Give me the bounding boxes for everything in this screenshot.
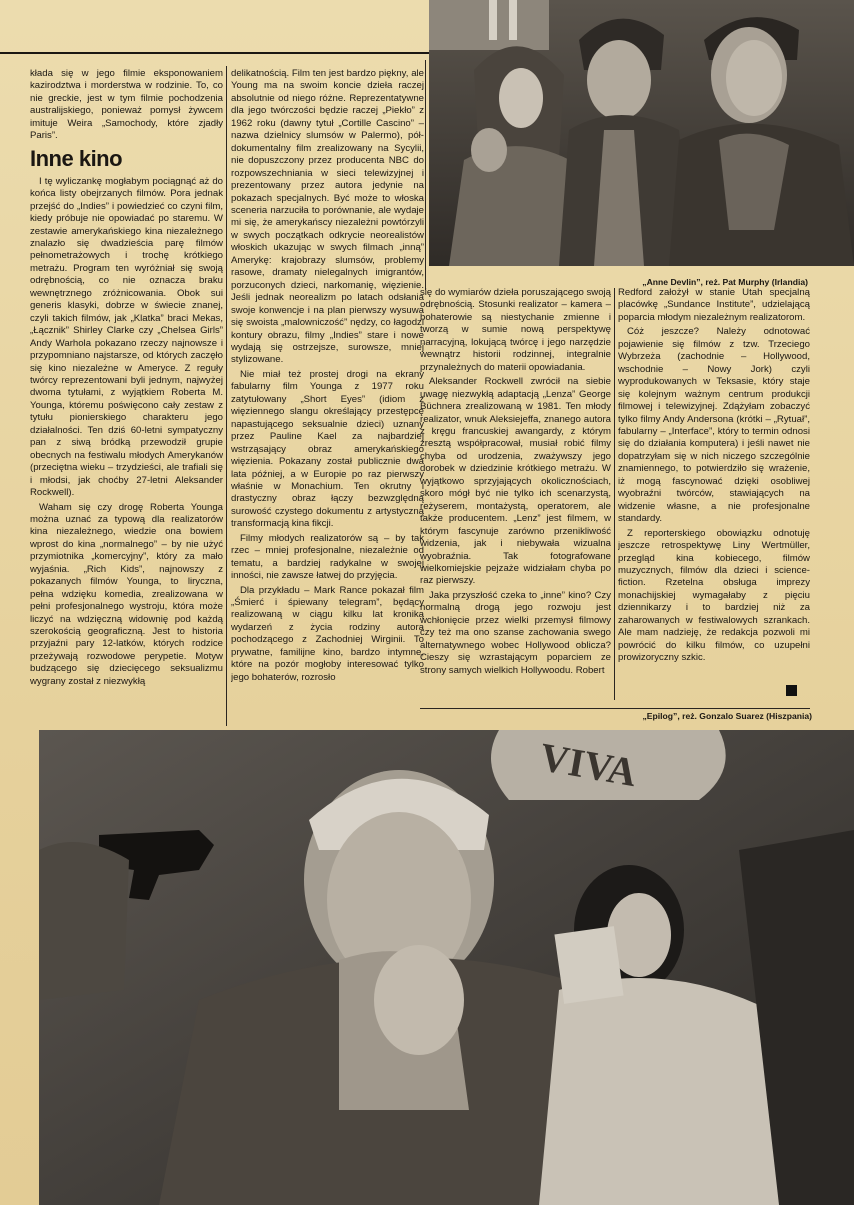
photo-caption-epilog: „Epilog”, reż. Gonzalo Suarez (Hiszpania) [642, 711, 812, 721]
column-1-paragraph: I tę wyliczankę mogłabym pociągnąć aż do końca listy obejrzanych filmów. Pora jednak przejść do „Indies” i powiedzieć co czyni film, kiedy próbuje nie opowiadać po staremu. W zestawie amerykańskiego kina niezależnego znalazło się dwadzieścia parę filmów pełnometrażowych i trochę krótkiego metrażu. Program ten wyróżniał się swoją odrębnością, co nie oznacza braku wewnętrznego zróżnicowania. Obok sui generis klasyki, dobrze w świecie znanej, czyli takich filmów, jak „Klatka” braci Mekas, „Łącznik” Shirley Clarke czy „Chelsea Girls” Andy Warhola pokazano rzeczy najnowsze i przypomniano najstarsze, od których zaczęło się kino niezależne w Ameryce. Z reguły twórcy reprezentowani byli jednym, najwyżej dwoma tytułami, z wyjątkiem Roberta M. Younga, któremu poświęcono cały zestaw z tytułu pionierskiego charakteru jego działalności. Ten dziś 60-letni sympatyczny pan z siwą bródką przewodził grupie obecnych na festiwalu młodych Amerykanów (przeciętna wieku – trzydzieści, ale trafiali się i młodsi, jak choćby 27-letni Aleksander Rockwell). [30, 175, 223, 499]
column-4-paragraph: Cóż jeszcze? Należy odnotować pojawienie się filmów z tzw. Trzeciego Wybrzeża (zachodnie – Hollywood, wschodnie – Nowy Jork) czyli wyprodukowanych w Teksasie, który staje się kolejnym ważnym centrum produkcji filmowej i telewizyjnej. Zdążyłam zobaczyć tylko filmy Andy Andersona (krótki – „Rytuał”, fabularny – „Interface”, który to termin odnosi się do działania komputera) i jeśli nawet nie dopatrzyłam się w nich niczego szczególnie znamiennego, to potwierdziło się wrażenie, iż mogą fascynować dzięki osobliwej wyobraźni twórców, stawiających na widzenie własne, a nie profesjonalne standardy. [618, 326, 810, 525]
top-rule [0, 52, 430, 54]
column-1-intro-paragraph: kłada się w jego filmie eksponowaniem kazirodztwa i morderstwa w rodzinie. To, co nie greckie, jest w tym filmie pochodzenia australijskiego, ponieważ pomysł żywcem imituje Weira „Samochody, które zjadły Paris”. [30, 68, 223, 142]
article-column-2 [231, 68, 424, 728]
article-column-3 [420, 287, 611, 697]
column-4-paragraph: Z reporterskiego obowiązku odnotuję jeszcze retrospektywę Liny Wertmüller, przegląd kina kobiecego, filmów muzycznych, filmów dla dzieci i science-fiction. Rzetelna obsługa imprezy monachijskiej wymagałaby z pięciu dziennikarzy i to bardziej niż za zaharowanych w festiwalowych szrankach. Ale mam nadzieję, że redakcja pozwoli mi powrócić do kilku filmów, co uzupełni prowizoryczny szkic. [618, 527, 810, 664]
photo-caption-anne-devlin: „Anne Devlin”, reż. Pat Murphy (Irlandia) [642, 277, 808, 287]
article-column-1 [30, 68, 223, 728]
column-2-paragraph: delikatnością. Film ten jest bardzo piękny, ale Young ma na swoim koncie dzieła raczej absolutnie od niego różne. Reprezentatywne dla jego twórczości będzie raczej „Piekło” z 1962 roku (dawny tytuł „Cortille Cascino” – nazwa dzielnicy slumsów w Palermo), pół-dokumentalny film zrealizowany na Sycylii, nie dopuszczony przez producenta NBC do rozpowszechniania w sieci telewizyjnej i prezentowany przez autora jedynie na pokazach specjalnych. Być może to włoska sceneria narzuciła to porównanie, ale wydaje mi się, że amerykańscy niezależni powtórzyli w swych początkach odkrycie neorealistów włoskich ukazując w swych filmach „inną” Amerykę: krajobrazy slumsów, problemy rasowe, dramaty nielegalnych imigrantów, porzuconych dzieci, narkomanię, więzienie. Jeśli jednak neorealizm po latach odsłania swoje konwencje i na plan pierwszy wysuwa się swoista „malowniczość” nędzy, co łagodzi kontury obrazu, filmy „Indies” stare i nowe wydają się ostrzejsze, surowsze, mniej stylizowane. [231, 68, 424, 366]
column-1-paragraph: Waham się czy drogę Roberta Younga można uznać za typową dla realizatorów kina niezależnego, wiedzie ona bowiem wprost do kina „normalnego” – by nie użyć przymiotnika „komercyjny”, który za mało wyjaśnia. „Rich Kids”, najnowszy z pokazanych filmów Younga, to liryczna, pełna wdzięku komedia, zrealizowana w pełni profesjonalnego wystroju, która może liczyć na wdzięczną widownię pod każdą szerokością geograficzną. Jest to historia przyjaźni pary 12-latków, których rodzice przeżywają rozwodowe perypetie. Motyw budzącego się dziecięcego seksualizmu wygrany został z niezwykłą [30, 501, 223, 687]
bottom-rule [420, 708, 810, 709]
column-divider [226, 66, 227, 726]
photo-epilog [39, 730, 854, 1205]
column-4-paragraph: Redford założył w stanie Utah specjalną placówkę „Sundance Institute”, udzielającą poparcia młodym niezależnym realizatorom. [618, 287, 810, 323]
column-3-paragraph: Aleksander Rockwell zwrócił na siebie uwagę niezwykłą adaptacją „Lenza” George Büchnera zrealizowaną w 1981. Ten młody realizator, wnuk Aleksiejeffa, znanego autora z kręgu francuskiej awangardy, z którym zresztą współpracował, musiał robić filmy chyba od urodzenia, zważywszy jego dorobek w dziedzinie krótkiego metrażu. W wyjątkowo sprzyjających okolicznościach, skoro mógł być nie tylko ich scenarzystą, reżyserem, montażystą, operatorem, ale także producentem. „Lenz” jest filmem, w którym fascynuje zarówno przenikliwość widzenia, jak i niebywała wizualna wyobraźnia. Tak fotografowane wielkomiejskie pejzaże widziałam chyba po raz pierwszy. [420, 376, 611, 587]
column-2-paragraph: Nie miał też prostej drogi na ekrany fabularny film Younga z 1977 roku zatytułowany „Short Eyes” (idiom z więziennego slangu określający przestępcę napastującego seksualnie dzieci) uznany przez Pauline Kael za najbardziej wstrząsający obraz amerykańskiego więzienia. Pokazany został publicznie dwa lata później, a w Europie po raz pierwszy właśnie w Monachium. Ten okrutny i drastyczny obraz łączy bezwzględną surowość czystego dokumentu z artystyczną transformacją kina fikcji. [231, 368, 424, 530]
photo-anne-devlin [429, 0, 854, 266]
column-2-paragraph: Dla przykładu – Mark Rance pokazał film „Śmierć i śpiewany telegram”, będący realizowaną w ciągu kilku lat kroniką wydarzeń z życia rodziny autora pochodzącego z Zachodniej Wirginii. To prywatne, familijne kino, bardzo intymne, które na pozór mogłoby interesować tylko jego bohaterów, rozrosło [231, 584, 424, 683]
column-3-paragraph: Jaka przyszłość czeka to „inne” kino? Czy normalną drogą jego rozwoju jest wchłonięcie przez wielki przemysł filmowy czy też ma ono szanse zachowania swego alternatywnego wobec Hollywood oblicza? Cieszy się wzrastającym poparciem ze strony samych wielkich Hollywoodu. Robert [420, 589, 611, 676]
film-still-illustration [39, 730, 854, 1205]
column-divider [614, 288, 615, 700]
article-end-mark [786, 685, 797, 696]
film-still-illustration [429, 0, 854, 266]
article-column-4 [618, 287, 810, 697]
column-divider [425, 60, 426, 290]
column-2-paragraph: Filmy młodych realizatorów są – by tak rzec – mniej profesjonalne, niezależnie od tematu, a bardziej radykalne w swojej inności, nie zawsze łatwej do przyjęcia. [231, 532, 424, 582]
column-3-paragraph: się do wymiarów dzieła poruszającego swoją odrębnością. Stosunki realizator – kamera – bohaterowie są niestychanie zmienne i tworzą w sumie nową perspektywę narracyjną, lokującą twórcę i jego narzędzie wewnątrz historii rodzinnej, integralnie przynależnych do materii opowiadania. [420, 287, 611, 373]
section-heading: Inne kino [30, 145, 123, 171]
vintage-sign-text: VIVA [536, 733, 641, 796]
